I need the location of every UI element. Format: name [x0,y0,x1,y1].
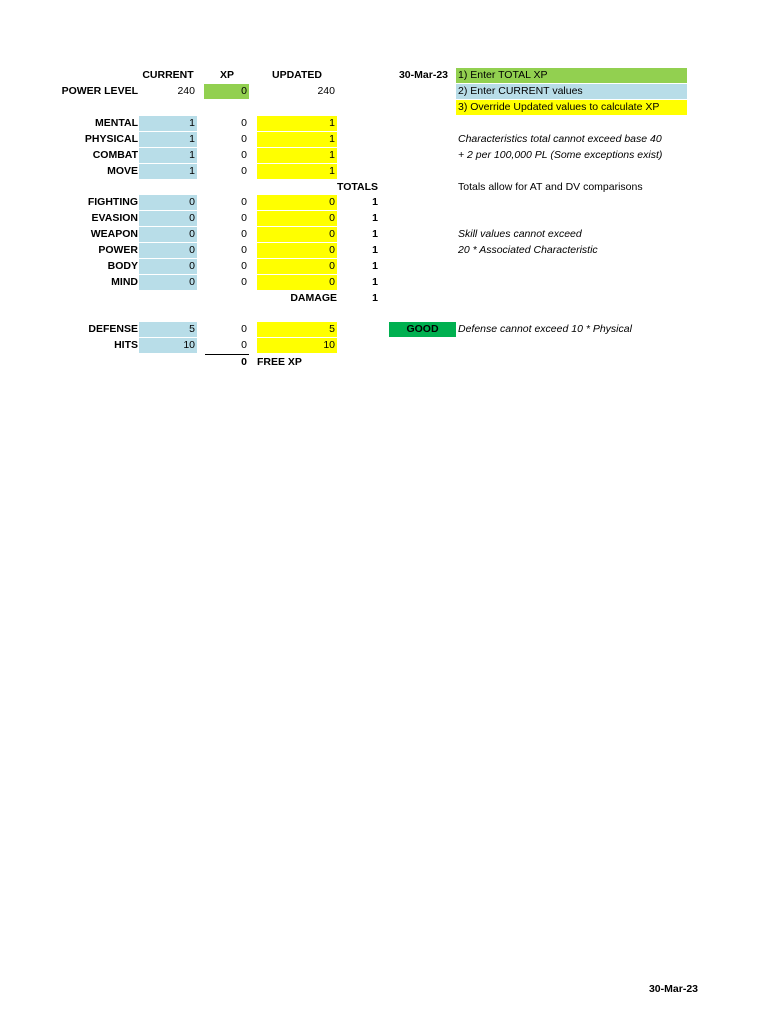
skill-updated-fighting[interactable]: 0 [257,195,337,210]
skill-updated-mind[interactable]: 0 [257,275,337,290]
char-updated-combat[interactable]: 1 [257,148,337,163]
col-header-updated: UPDATED [272,69,322,81]
col-header-xp: XP [219,69,234,81]
skill-label-evasion: EVASION [91,212,138,224]
note-totals: Totals allow for AT and DV comparisons [458,181,643,193]
skill-label-body: BODY [107,260,138,272]
skill-current-fighting[interactable]: 0 [139,195,197,210]
power-level-label: POWER LEVEL [61,85,138,97]
hits-label: HITS [114,339,138,351]
skill-current-mind[interactable]: 0 [139,275,197,290]
char-current-physical[interactable]: 1 [139,132,197,147]
char-current-move[interactable]: 1 [139,164,197,179]
skill-total-evasion: 1 [372,212,378,224]
char-current-mental[interactable]: 1 [139,116,197,131]
skill-total-mind: 1 [372,276,378,288]
legend-step-1: 1) Enter TOTAL XP [456,68,687,83]
power-level-updated[interactable]: 240 [317,85,335,97]
total-xp-input[interactable]: 0 [204,84,249,99]
totals-label: TOTALS [336,181,378,193]
defense-label: DEFENSE [88,323,138,335]
skill-xp-power: 0 [241,244,247,256]
char-current-combat[interactable]: 1 [139,148,197,163]
hits-updated[interactable]: 10 [257,338,337,353]
defense-status-badge: GOOD [389,322,456,337]
skill-label-mind: MIND [111,276,138,288]
skill-total-power: 1 [372,244,378,256]
skill-label-weapon: WEAPON [90,228,138,240]
char-updated-mental[interactable]: 1 [257,116,337,131]
free-xp-label: FREE XP [257,356,302,368]
damage-label: DAMAGE [290,292,337,304]
skill-xp-fighting: 0 [241,196,247,208]
char-xp-move: 0 [241,165,247,177]
skill-xp-mind: 0 [241,276,247,288]
defense-current[interactable]: 5 [139,322,197,337]
char-label-mental: MENTAL [95,117,138,129]
skill-total-weapon: 1 [372,228,378,240]
defense-xp: 0 [241,323,247,335]
damage-value: 1 [372,292,378,304]
skill-label-fighting: FIGHTING [87,196,138,208]
skill-total-fighting: 1 [372,196,378,208]
col-header-current: CURRENT [142,69,194,81]
legend-step-2: 2) Enter CURRENT values [456,84,687,99]
footer-date: 30-Mar-23 [648,983,698,995]
skill-updated-body[interactable]: 0 [257,259,337,274]
skill-current-evasion[interactable]: 0 [139,211,197,226]
free-xp-value: 0 [241,356,247,368]
hits-current[interactable]: 10 [139,338,197,353]
skill-current-weapon[interactable]: 0 [139,227,197,242]
char-label-move: MOVE [107,165,138,177]
skill-current-power[interactable]: 0 [139,243,197,258]
skill-updated-power[interactable]: 0 [257,243,337,258]
char-xp-physical: 0 [241,133,247,145]
char-updated-physical[interactable]: 1 [257,132,337,147]
skill-xp-weapon: 0 [241,228,247,240]
defense-updated[interactable]: 5 [257,322,337,337]
header-date: 30-Mar-23 [398,69,448,81]
skill-xp-body: 0 [241,260,247,272]
note-char-limit-2: + 2 per 100,000 PL (Some exceptions exist) [458,149,663,161]
legend-step-3: 3) Override Updated values to calculate XP [456,100,687,115]
char-label-combat: COMBAT [92,149,138,161]
skill-xp-evasion: 0 [241,212,247,224]
skill-current-body[interactable]: 0 [139,259,197,274]
char-xp-combat: 0 [241,149,247,161]
note-defense-limit: Defense cannot exceed 10 * Physical [458,323,632,335]
note-char-limit-1: Characteristics total cannot exceed base 40 [458,133,662,145]
char-label-physical: PHYSICAL [84,133,138,145]
char-xp-mental: 0 [241,117,247,129]
skill-total-body: 1 [372,260,378,272]
hits-xp: 0 [241,339,247,351]
skill-label-power: POWER [98,244,138,256]
note-skill-limit-2: 20 * Associated Characteristic [458,244,598,256]
note-skill-limit-1: Skill values cannot exceed [458,228,582,240]
power-level-current[interactable]: 240 [177,85,195,97]
char-updated-move[interactable]: 1 [257,164,337,179]
skill-updated-weapon[interactable]: 0 [257,227,337,242]
skill-updated-evasion[interactable]: 0 [257,211,337,226]
